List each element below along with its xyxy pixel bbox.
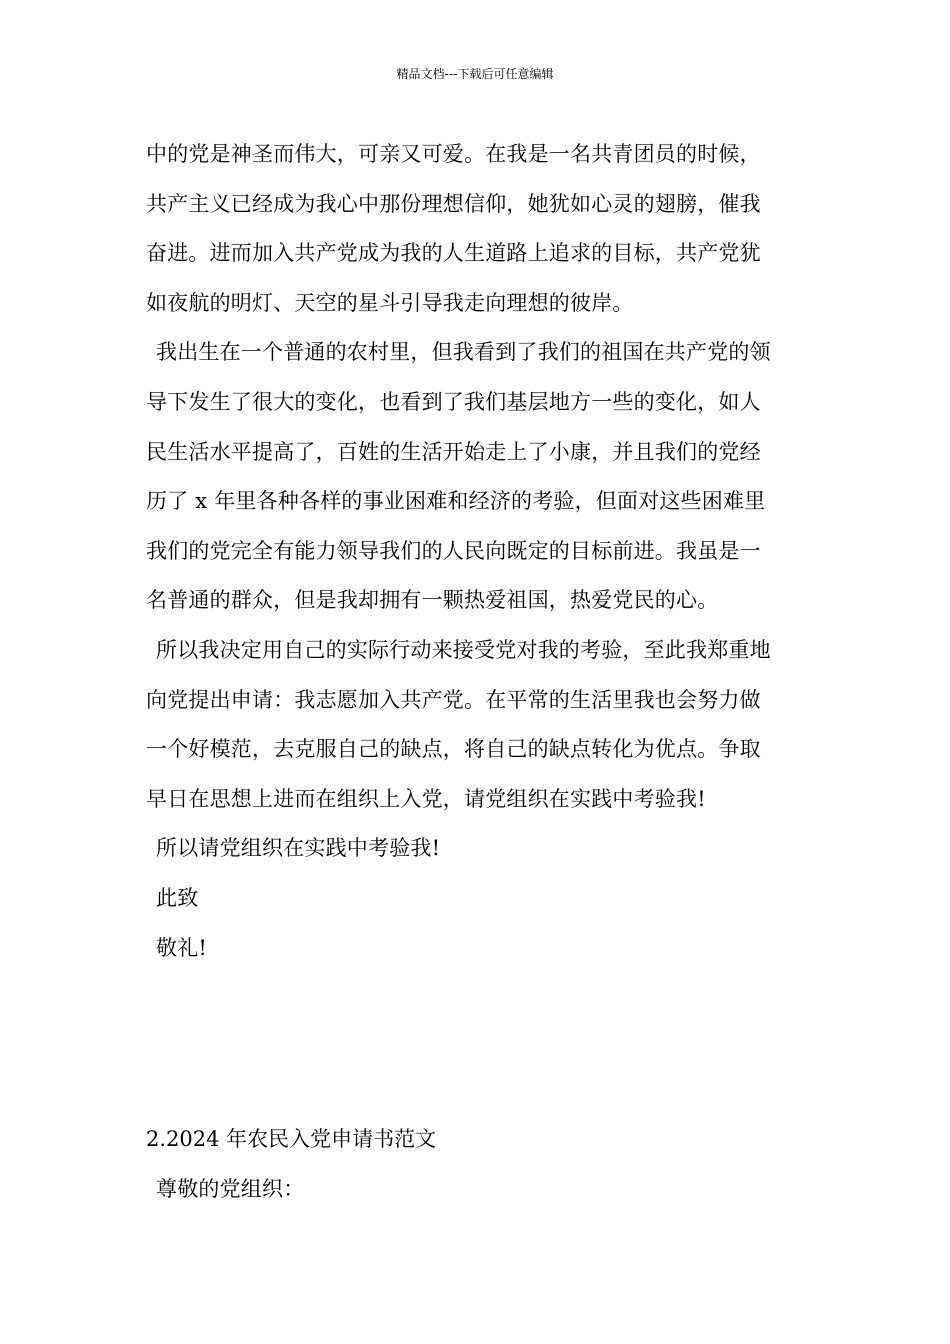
text-line: 奋进。进而加入共产党成为我的人生道路上追求的目标，共产党犹 [146,241,761,266]
closing-greeting [146,874,808,973]
spacer [146,973,808,1115]
document-body [146,130,808,1214]
text-line: 所以请党组织在实践中考验我! [156,836,441,861]
text-line: 早日在思想上进而在组织上入党，请党组织在实践中考验我! [146,786,706,811]
paragraph-2 [146,328,808,626]
text-line: 我们的党完全有能力领导我们的人民向既定的目标前进。我虽是一 [146,538,761,563]
text-line: 如夜航的明灯、天空的星斗引导我走向理想的彼岸。 [146,290,634,315]
text-line: 向党提出申请：我志愿加入共产党。在平常的生活里我也会努力做 [146,687,761,712]
text-line: 名普通的群众，但是我却拥有一颗热爱祖国，热爱党民的心。 [146,588,719,613]
section-title: 2.2024 年农民入党申请书范文 [146,1127,437,1152]
salutation [146,1165,808,1215]
text-line: 民生活水平提高了，百姓的生活开始走上了小康，并且我们的党经 [146,439,761,464]
text-line: 历了 x 年里各种各样的事业困难和经济的考验，但面对这些困难里 [146,489,766,514]
text-line: 导下发生了很大的变化，也看到了我们基层地方一些的变化，如人 [146,389,761,414]
text-line: 所以我决定用自己的实际行动来接受党对我的考验，至此我郑重地 [156,637,771,662]
page-header: 精品文档---下载后可任意编辑 [396,67,554,81]
text-line: 敬礼! [156,935,208,960]
text-line: 尊敬的党组织： [156,1176,305,1201]
text-line: 一个好模范，去克服自己的缺点，将自己的缺点转化为优点。争取 [146,737,761,762]
text-line: 我出生在一个普通的农村里，但我看到了我们的祖国在共产党的领 [156,340,771,365]
paragraph-1 [146,130,808,328]
text-line: 中的党是神圣而伟大，可亲又可爱。在我是一名共青团员的时候， [146,142,761,166]
text-line: 共产主义已经成为我心中那份理想信仰，她犹如心灵的翅膀，催我 [146,191,761,216]
text-line: 此致 [156,885,199,910]
paragraph-4 [146,824,808,874]
paragraph-3 [146,626,808,824]
